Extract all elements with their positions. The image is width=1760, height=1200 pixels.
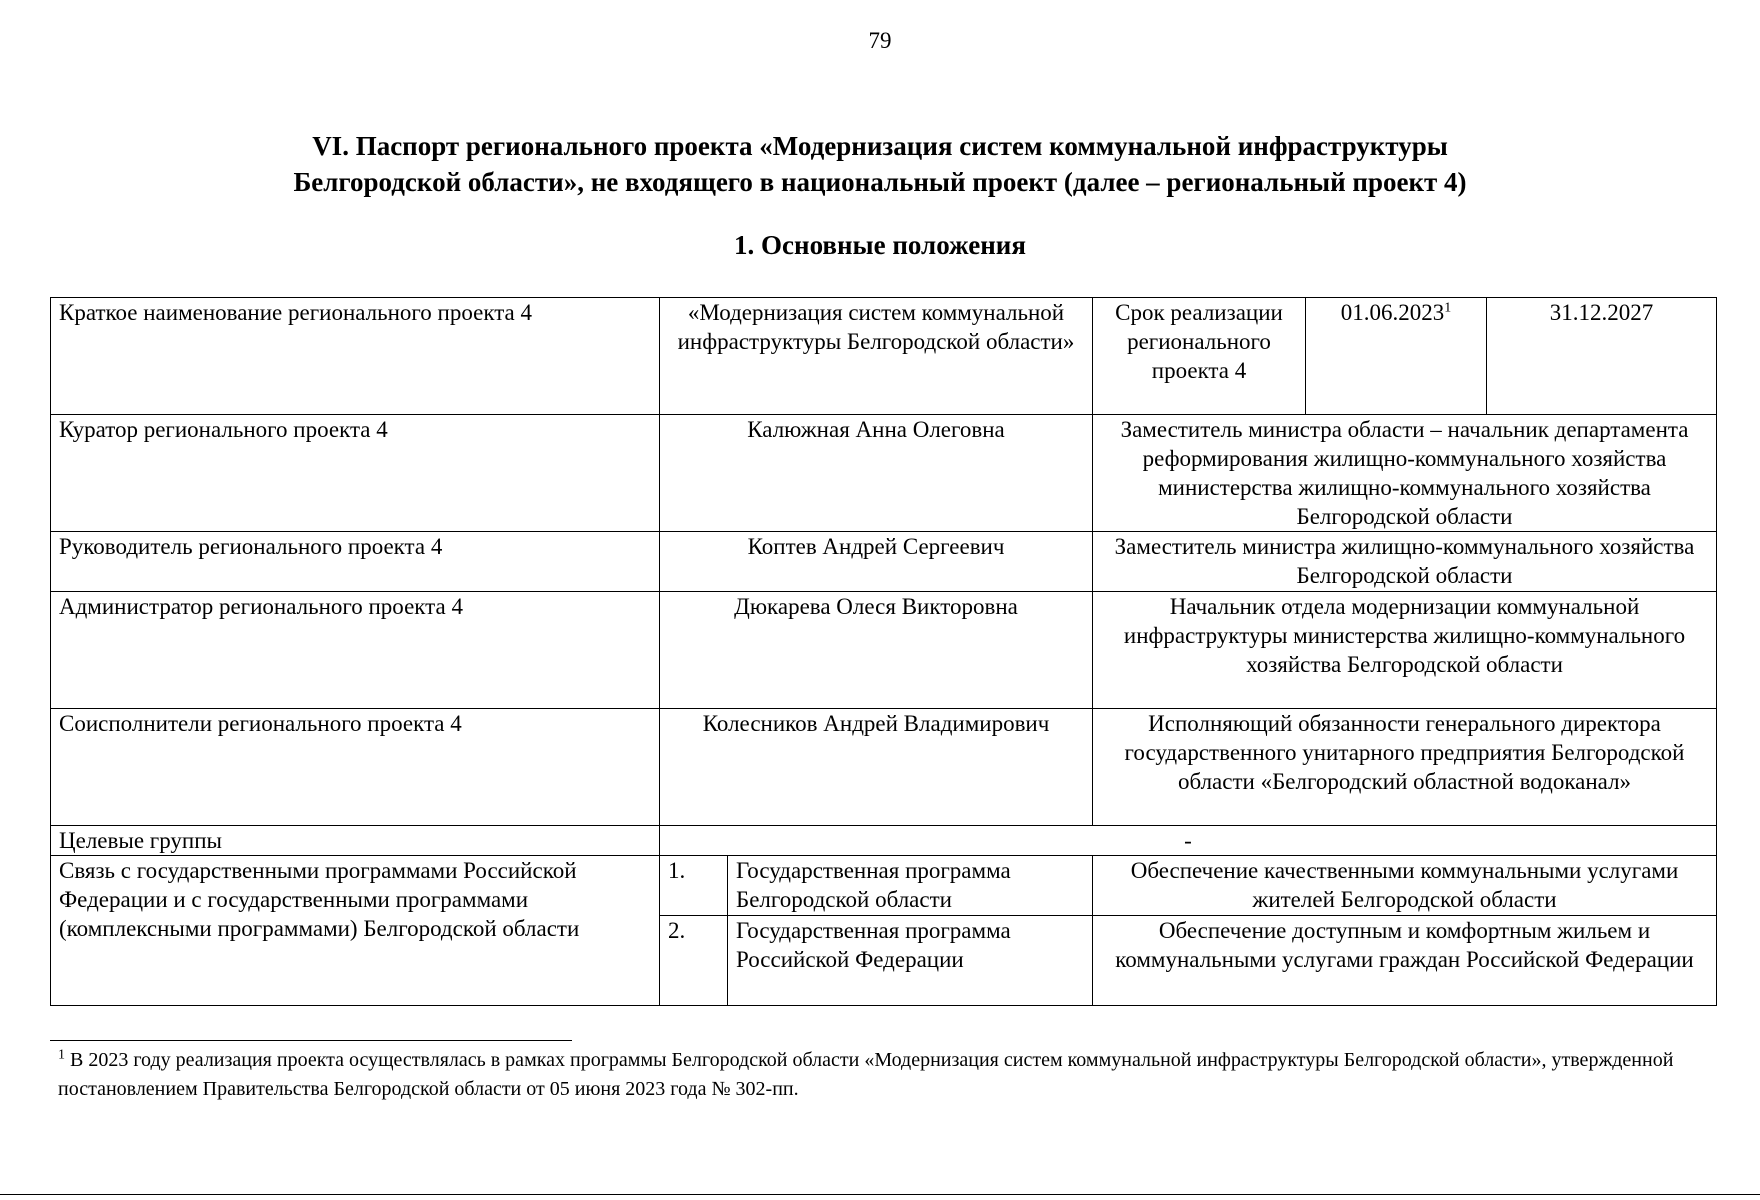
table-row [51,415,1717,532]
curator-name: Калюжная Анна Олеговна [660,415,1093,532]
program-type: Государственная программа Российской Федерации [728,916,1093,1006]
bottom-divider [0,1194,1760,1195]
page-number: 79 [868,28,892,53]
administrator-name: Дюкарева Олеся Викторовна [660,592,1093,709]
document-title [0,128,1760,200]
section-title: 1. Основные положения [734,230,1026,260]
table-row [51,532,1717,592]
short-name-value: «Модернизация систем коммунальной инфраструктуры Белгородской области» [660,298,1093,415]
program-num: 2. [660,916,728,1006]
start-date: 01.06.2023 [1340,300,1445,325]
program-name: Обеспечение доступным и комфортным жильем и коммунальными услугами граждан Российской Федерации [1093,916,1717,1006]
table-row [51,856,1717,916]
program-num: 1. [660,856,728,916]
table-row [51,298,1717,415]
start-date-cell [1306,298,1487,415]
programs-label: Связь с государственными программами Российской Федерации и с государственными программами (комплексными программами) Белгородской области [51,856,660,1006]
administrator-label: Администратор регионального проекта 4 [51,592,660,709]
end-date: 31.12.2027 [1487,298,1717,415]
footnote-text: В 2023 году реализация проекта осуществлялась в рамках программы Белгородской области «Модернизация систем коммунальной инфраструктуры Белгородской области», утвержденной постановлением Правительства Белгородской области от 05 июня 2023 года № 302-пп. [58,1049,1674,1100]
co-executors-label: Соисполнители регионального проекта 4 [51,709,660,826]
administrator-position: Начальник отдела модернизации коммунальной инфраструктуры министерства жилищно-коммунального хозяйства Белгородской области [1093,592,1717,709]
curator-position: Заместитель министра области – начальник департамента реформирования жилищно-коммунального хозяйства министерства жилищно-коммунального хозяйства Белгородской области [1093,415,1717,532]
co-executors-position: Исполняющий обязанности генерального директора государственного унитарного предприятия Белгородской области «Белгородский областной водоканал» [1093,709,1717,826]
program-name: Обеспечение качественными коммунальными услугами жителей Белгородской области [1093,856,1717,916]
head-position: Заместитель министра жилищно-коммунального хозяйства Белгородской области [1093,532,1717,592]
table-row [51,709,1717,826]
target-groups-label: Целевые группы [51,826,660,856]
title-line-2: Белгородской области», не входящего в национальный проект (далее – региональный проект 4) [293,167,1467,197]
footnote [58,1046,1718,1104]
head-name: Коптев Андрей Сергеевич [660,532,1093,592]
co-executors-name: Колесников Андрей Владимирович [660,709,1093,826]
program-type: Государственная программа Белгородской области [728,856,1093,916]
curator-label: Куратор регионального проекта 4 [51,415,660,532]
target-groups-value: - [660,826,1717,856]
title-line-1: VI. Паспорт регионального проекта «Модернизация систем коммунальной инфраструктуры [312,131,1448,161]
passport-table [50,297,1717,1006]
table-row [51,826,1717,856]
footnote-mark: 1 [58,1047,65,1063]
footnote-divider [50,1040,572,1041]
table-row [51,592,1717,709]
term-label: Срок реализации регионального проекта 4 [1093,298,1306,415]
head-label: Руководитель регионального проекта 4 [51,532,660,592]
short-name-label: Краткое наименование регионального проекта 4 [51,298,660,415]
footnote-mark: 1 [1444,300,1452,316]
